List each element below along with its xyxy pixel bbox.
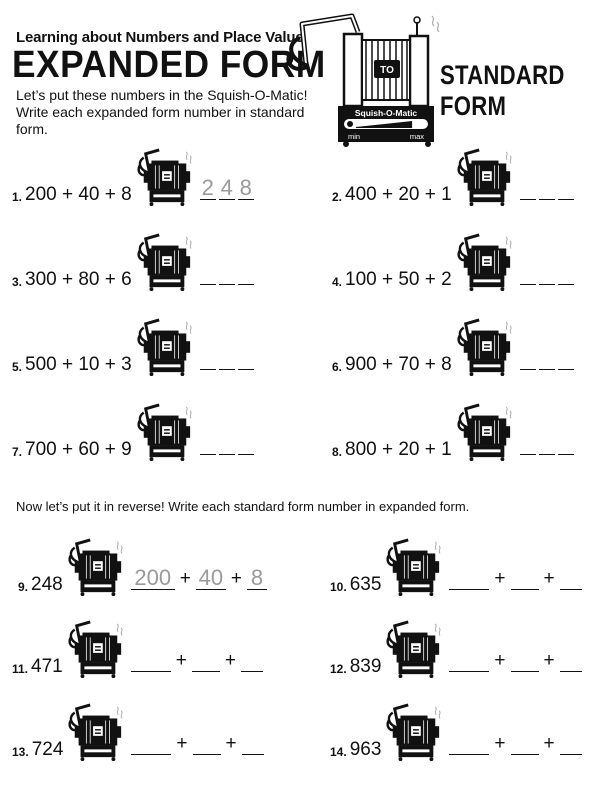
machine-to-label: TO	[380, 65, 394, 76]
problem-number: 3.	[12, 275, 23, 289]
expanded-expression: 100 + 50 + 2	[345, 269, 452, 290]
expanded-form-answer[interactable]	[449, 650, 581, 672]
problem-11	[12, 620, 263, 678]
hundreds-digit-blank[interactable]	[520, 199, 536, 200]
problem-number: 14.	[330, 745, 347, 759]
problem-9	[18, 538, 267, 596]
machine-name: Squish-O-Matic	[354, 108, 418, 118]
slider-min-label: min	[348, 132, 361, 141]
worksheet-title: EXPANDED FORM	[12, 44, 326, 86]
squish-o-matic-icon	[385, 703, 443, 761]
squish-o-matic-icon	[67, 538, 125, 596]
instructions-text: Let’s put these numbers in the Squish-O-Matic! Write each expanded form number in standard form.	[16, 87, 308, 137]
plus-sign: +	[176, 733, 188, 754]
plus-sign: +	[230, 568, 242, 589]
hundreds-blank[interactable]	[131, 671, 171, 672]
problem-4	[332, 233, 577, 291]
problem-14	[330, 703, 582, 761]
standard-number: 963	[349, 739, 382, 760]
tens-blank[interactable]	[511, 671, 539, 672]
standard-form-answer[interactable]	[200, 454, 257, 455]
standard-form-answer[interactable]	[520, 199, 577, 200]
tens-blank[interactable]	[511, 589, 539, 590]
expanded-expression: 800 + 20 + 1	[345, 439, 452, 460]
expanded-form-answer[interactable]	[449, 733, 581, 755]
problem-2	[332, 148, 577, 206]
ones-digit-blank[interactable]	[558, 369, 574, 370]
problem-number: 2.	[332, 190, 343, 204]
ones-digit-blank[interactable]	[238, 284, 254, 285]
squish-o-matic-icon	[136, 148, 194, 206]
hundreds-blank[interactable]	[449, 589, 489, 590]
hundreds-digit-blank[interactable]	[520, 369, 536, 370]
problem-number: 8.	[332, 445, 343, 459]
hundreds-digit-blank[interactable]	[520, 454, 536, 455]
problem-6	[332, 318, 577, 376]
squish-o-matic-icon	[385, 538, 443, 596]
ones-blank[interactable]: 8	[247, 567, 267, 590]
ones-digit-blank[interactable]	[558, 199, 574, 200]
hundreds-digit-blank[interactable]	[200, 454, 216, 455]
tens-blank[interactable]: 40	[196, 567, 226, 590]
ones-blank[interactable]	[242, 754, 264, 755]
squish-o-matic-icon	[456, 148, 514, 206]
plus-sign: +	[543, 568, 555, 589]
squish-o-matic-icon	[456, 318, 514, 376]
problem-number: 4.	[332, 275, 343, 289]
hundreds-blank[interactable]	[449, 671, 489, 672]
problem-number: 13.	[12, 745, 29, 759]
ones-digit-blank[interactable]: 8	[239, 175, 252, 200]
standard-form-answer[interactable]	[200, 369, 257, 370]
problem-8	[332, 403, 577, 461]
expanded-form-answer[interactable]	[131, 650, 263, 672]
plus-sign: +	[179, 568, 191, 589]
problem-13	[12, 703, 264, 761]
expanded-expression: 900 + 70 + 8	[345, 354, 452, 375]
standard-form-answer[interactable]	[200, 177, 257, 200]
squish-o-matic-icon	[385, 620, 443, 678]
tens-blank[interactable]	[192, 671, 220, 672]
expanded-expression: 200 + 40 + 8	[25, 184, 132, 205]
tens-digit-blank[interactable]	[219, 369, 235, 370]
hundreds-digit-blank[interactable]: 2	[201, 175, 214, 200]
tens-blank[interactable]	[511, 754, 539, 755]
squish-o-matic-icon	[67, 703, 125, 761]
slider-max-label: max	[409, 132, 424, 141]
squish-o-matic-icon	[67, 620, 125, 678]
expanded-expression: 300 + 80 + 6	[25, 269, 132, 290]
tens-blank[interactable]	[193, 754, 221, 755]
expanded-expression: 400 + 20 + 1	[345, 184, 452, 205]
ones-blank[interactable]	[241, 671, 263, 672]
expanded-form-answer[interactable]	[449, 568, 581, 590]
ones-digit-blank[interactable]	[238, 454, 254, 455]
tens-digit-blank[interactable]	[539, 199, 555, 200]
problem-number: 11.	[12, 662, 29, 676]
ones-digit-blank[interactable]	[238, 369, 254, 370]
expanded-expression: 700 + 60 + 9	[25, 439, 132, 460]
section-two-instructions: Now let’s put it in reverse! Write each standard form number in expanded form.	[16, 499, 470, 514]
standard-form-answer[interactable]	[520, 454, 577, 455]
tens-digit-blank[interactable]	[539, 454, 555, 455]
problem-10	[330, 538, 582, 596]
squish-o-matic-icon	[136, 403, 194, 461]
hundreds-blank[interactable]: 200	[131, 567, 175, 590]
standard-form-answer[interactable]	[520, 369, 577, 370]
hundreds-digit-blank[interactable]	[200, 369, 216, 370]
problem-number: 5.	[12, 360, 23, 374]
squish-o-matic-machine-illustration	[282, 8, 442, 148]
hundreds-blank[interactable]	[449, 754, 489, 755]
standard-number: 839	[349, 656, 382, 677]
problem-3	[12, 233, 257, 291]
ones-blank[interactable]	[560, 754, 582, 755]
ones-digit-blank[interactable]	[558, 454, 574, 455]
plus-sign: +	[225, 733, 237, 754]
plus-sign: +	[175, 650, 187, 671]
standard-number: 635	[349, 574, 382, 595]
tens-digit-blank[interactable]	[539, 369, 555, 370]
standard-number: 248	[31, 574, 63, 595]
hundreds-digit-blank[interactable]	[520, 284, 536, 285]
tens-digit-blank[interactable]	[219, 454, 235, 455]
plus-sign: +	[494, 733, 506, 754]
expanded-form-answer[interactable]	[131, 733, 263, 755]
standard-number: 724	[31, 739, 64, 760]
plus-sign: +	[543, 733, 555, 754]
hundreds-digit-blank[interactable]	[200, 284, 216, 285]
tens-digit-blank[interactable]	[219, 284, 235, 285]
expanded-form-answer[interactable]	[131, 567, 267, 590]
problem-number: 10.	[330, 580, 347, 594]
plus-sign: +	[494, 650, 506, 671]
problem-12	[330, 620, 582, 678]
problem-7	[12, 403, 257, 461]
problem-number: 9.	[18, 580, 29, 594]
standard-form-answer[interactable]	[200, 284, 257, 285]
worksheet-subtitle: Learning about Numbers and Place Value	[16, 29, 304, 46]
problem-number: 1.	[12, 190, 23, 204]
tens-digit-blank[interactable]: 4	[220, 175, 233, 200]
ones-blank[interactable]	[560, 671, 582, 672]
problem-5	[12, 318, 257, 376]
expanded-expression: 500 + 10 + 3	[25, 354, 132, 375]
tens-digit-blank[interactable]	[539, 284, 555, 285]
hundreds-blank[interactable]	[131, 754, 171, 755]
squish-o-matic-icon	[456, 403, 514, 461]
standard-form-answer[interactable]	[520, 284, 577, 285]
ones-blank[interactable]	[560, 589, 582, 590]
problem-number: 12.	[330, 662, 347, 676]
plus-sign: +	[494, 568, 506, 589]
problem-number: 6.	[332, 360, 343, 374]
problem-number: 7.	[12, 445, 23, 459]
standard-form-title: STANDARD FORM	[440, 60, 565, 121]
squish-o-matic-icon	[456, 233, 514, 291]
problem-1	[12, 148, 257, 206]
plus-sign: +	[543, 650, 555, 671]
squish-o-matic-icon	[136, 318, 194, 376]
squish-o-matic-icon	[136, 233, 194, 291]
plus-sign: +	[224, 650, 236, 671]
ones-digit-blank[interactable]	[558, 284, 574, 285]
standard-number: 471	[31, 656, 63, 677]
